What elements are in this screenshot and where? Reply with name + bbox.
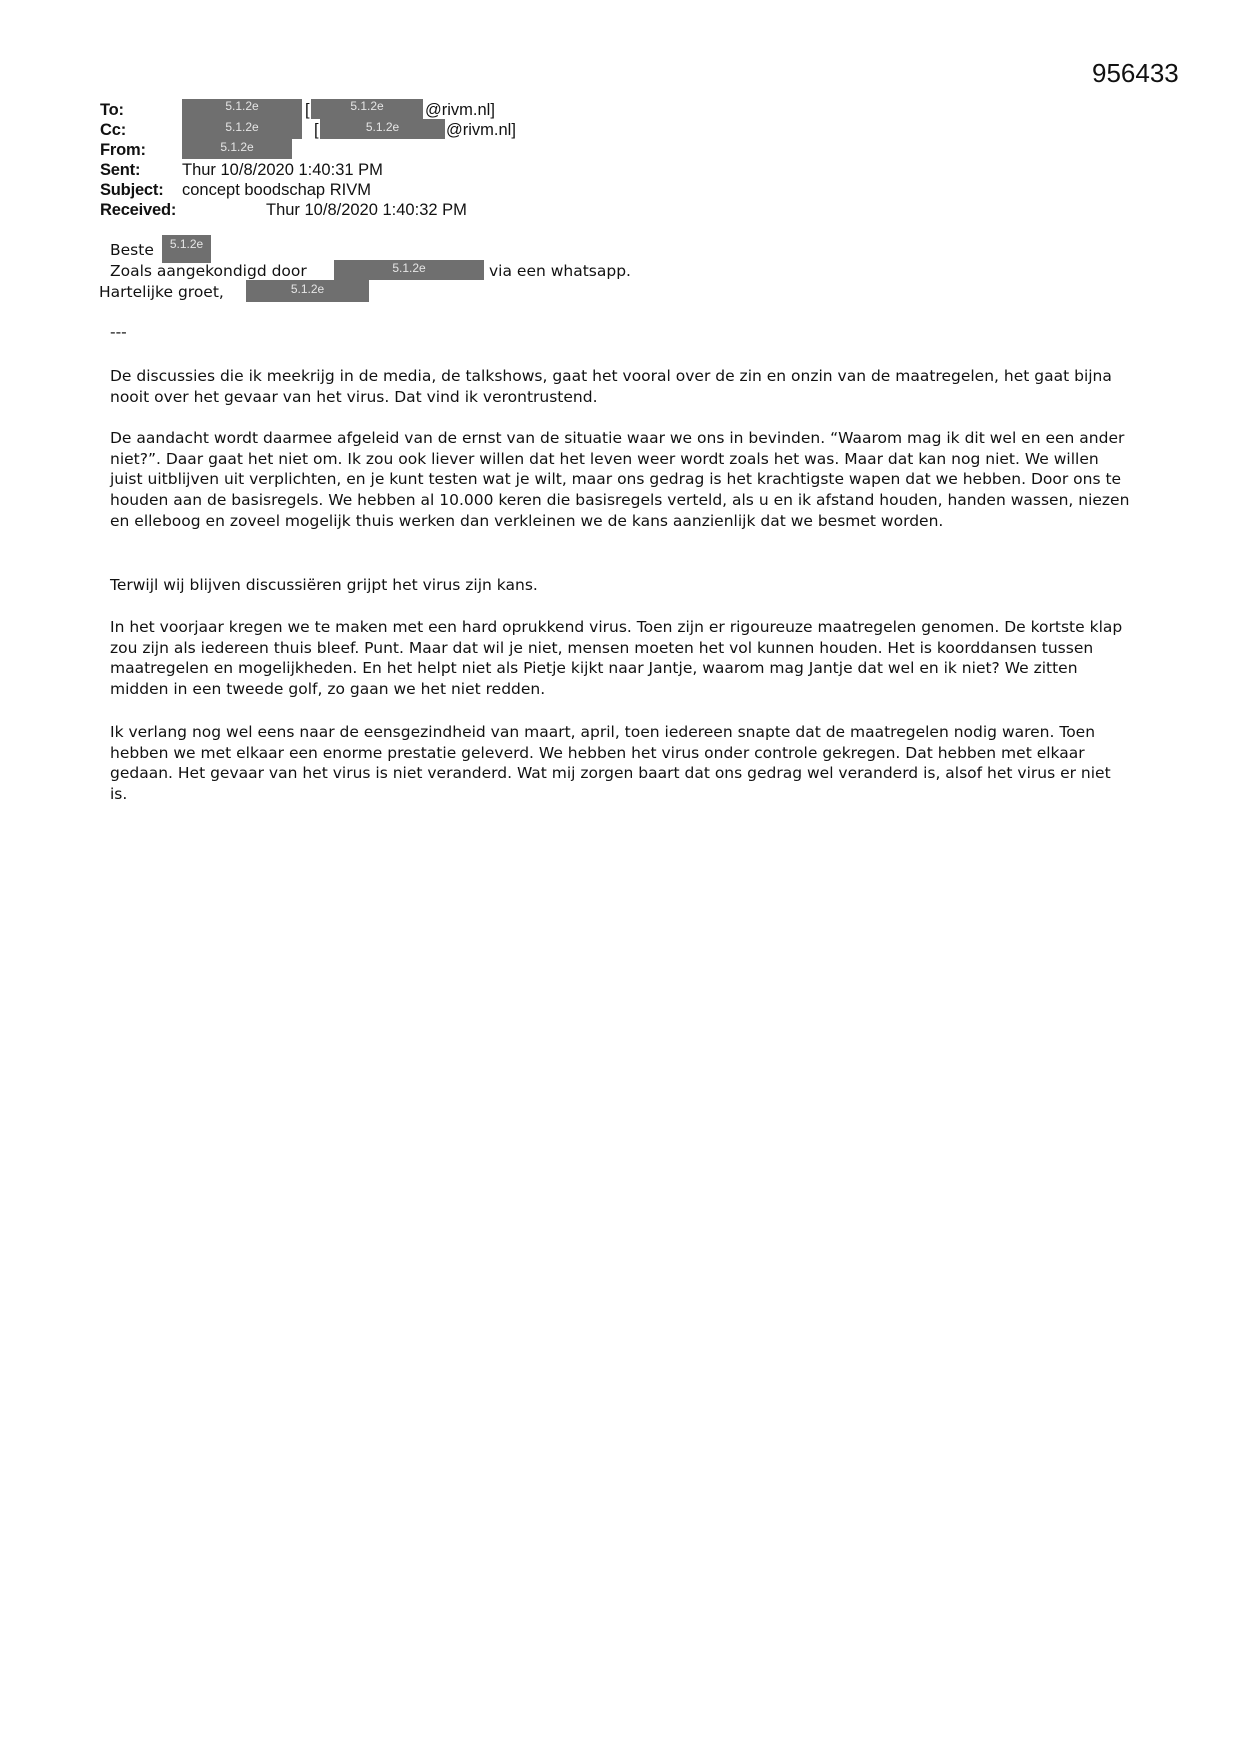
- to-redaction-1: 5.1.2e: [182, 99, 302, 119]
- cc-label: Cc:: [100, 121, 126, 139]
- from-redaction: 5.1.2e: [182, 139, 292, 159]
- greeting: Beste: [110, 241, 154, 259]
- announce-text: Zoals aangekondigd door: [110, 262, 307, 280]
- document-number: 956433: [1092, 58, 1179, 88]
- paragraph-3: Terwijl wij blijven discussiëren grijpt het virus zijn kans.: [110, 576, 538, 594]
- announce-redaction: 5.1.2e: [334, 260, 484, 280]
- paragraph-4: In het voorjaar kregen we te maken met een hard oprukkend virus. Toen zijn er rigoureuze maatregelen genomen. De kortste klap zou zijn als iedereen thuis bleef. Punt. Maar dat wil je niet, mensen moeten het vol kunnen houden. Het is koorddansen tussen maatregelen en mogelijkheden. En het helpt niet als Pietje kijkt naar Jantje, waarom mag Jantje dat wel en ik niet? We zitten midden in een tweede golf, zo gaan we het niet redden.: [110, 618, 1123, 699]
- cc-domain: @rivm.nl]: [446, 121, 516, 139]
- announce-text-after: via een whatsapp.: [489, 262, 631, 280]
- subject-label: Subject:: [100, 181, 164, 199]
- received-label: Received:: [100, 201, 177, 219]
- cc-redaction-1: 5.1.2e: [182, 119, 302, 139]
- subject-value: concept boodschap RIVM: [182, 181, 371, 199]
- to-redaction-2: 5.1.2e: [311, 99, 423, 119]
- closing: Hartelijke groet,: [99, 283, 224, 301]
- separator: ---: [110, 323, 127, 341]
- paragraph-5: Ik verlang nog wel eens naar de eensgezindheid van maart, april, toen iedereen snapte dat de maatregelen nodig waren. Toen hebben we met elkaar een enorme prestatie geleverd. We hebben het virus onder controle gekregen. Dat hebben met elkaar gedaan. Het gevaar van het virus is niet veranderd. Wat mij zorgen baart dat ons gedrag wel veranderd is, alsof het virus er niet is.: [110, 723, 1111, 804]
- paragraph-2: De aandacht wordt daarmee afgeleid van de ernst van de situatie waar we ons in bevinden. “Waarom mag ik dit wel en een ander niet?”. Daar gaat het niet om. Ik zou ook liever willen dat het leven weer wordt zoals het was. Maar dat kan nog niet. We willen juist uitblijven uit verplichten, en je kunt testen wat je wilt, maar ons gedrag is het krachtigste wapen dat we hebben. Door ons te houden aan de basisregels. We hebben al 10.000 keren die basisregels verteld, als u en ik afstand houden, handen wassen, niezen en elleboog en zoveel mogelijk thuis werken dan verkleinen we de kans aanzienlijk dat we besmet worden.: [110, 429, 1130, 530]
- sent-label: Sent:: [100, 161, 141, 179]
- to-open-bracket: [: [305, 101, 310, 119]
- from-label: From:: [100, 141, 146, 159]
- greeting-redaction: 5.1.2e: [162, 235, 211, 263]
- closing-redaction: 5.1.2e: [246, 280, 369, 302]
- cc-open-bracket: [: [314, 121, 319, 139]
- sent-value: Thur 10/8/2020 1:40:31 PM: [182, 161, 383, 179]
- cc-redaction-2: 5.1.2e: [320, 119, 445, 139]
- to-domain: @rivm.nl]: [425, 101, 495, 119]
- received-value: Thur 10/8/2020 1:40:32 PM: [266, 201, 467, 219]
- paragraph-1: De discussies die ik meekrijg in de media, de talkshows, gaat het vooral over de zin en onzin van de maatregelen, het gaat bijna nooit over het gevaar van het virus. Dat vind ik verontrustend.: [110, 367, 1112, 406]
- to-label: To:: [100, 101, 124, 119]
